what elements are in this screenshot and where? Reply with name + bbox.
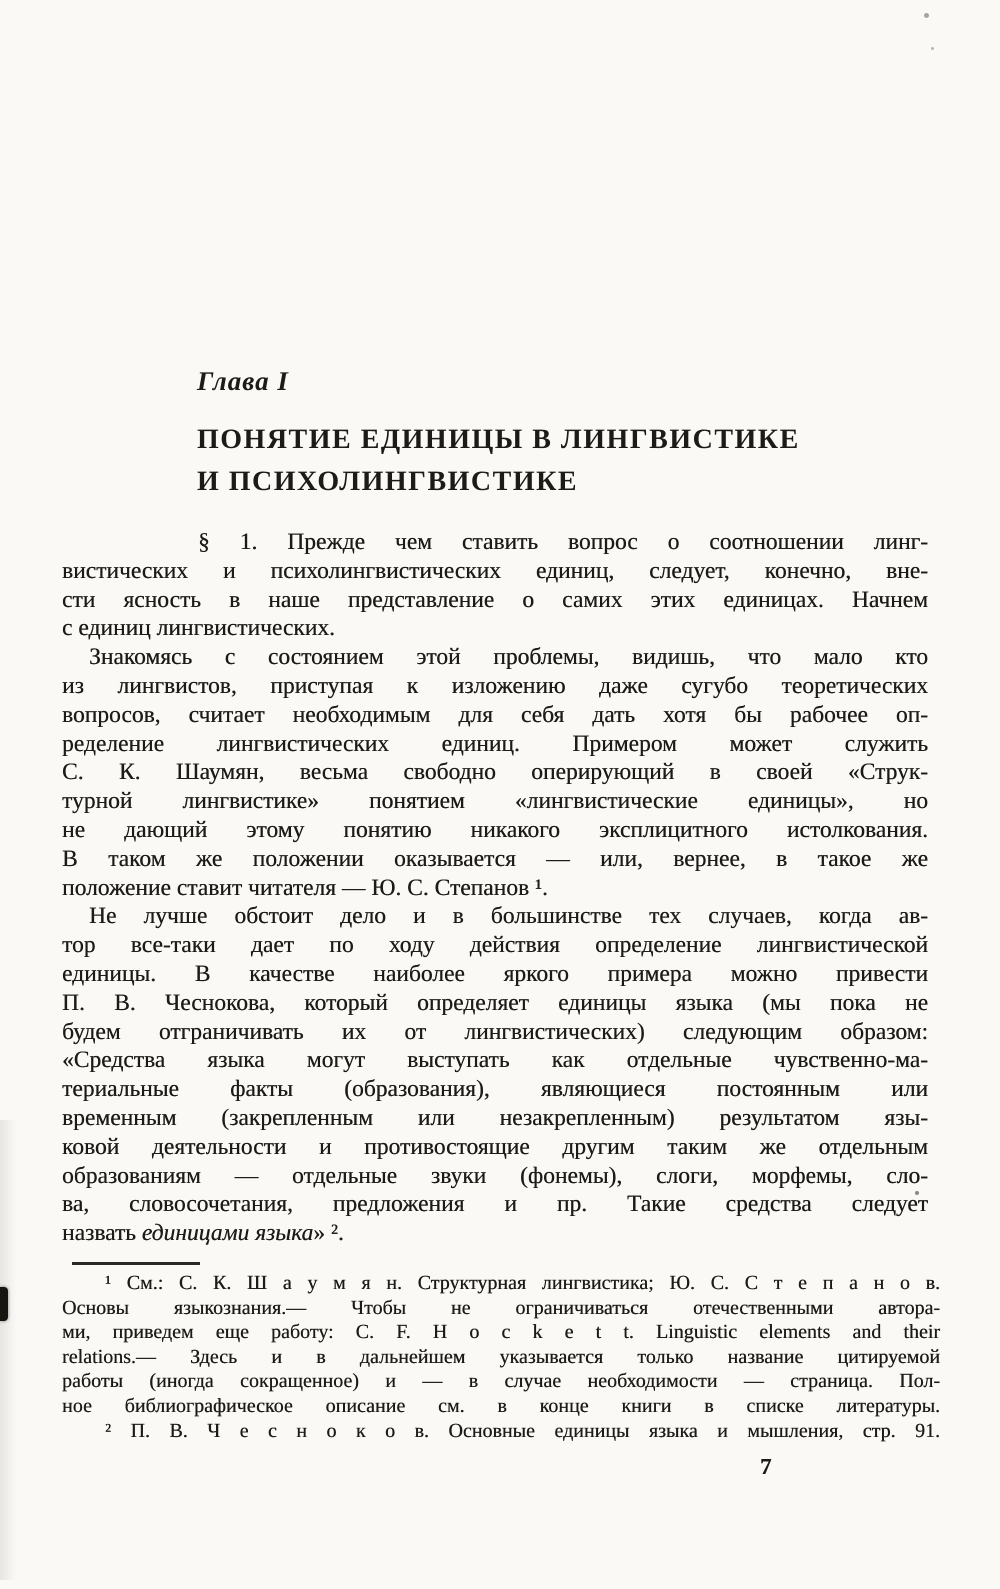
text-line: турной лингвистике» понятием «лингвистические единицы», но xyxy=(62,788,928,815)
paragraph xyxy=(62,643,928,902)
paragraph xyxy=(62,528,928,643)
text-line: ное библиографическое описание см. в конце книги в списке литературы. xyxy=(62,1394,940,1417)
text-line: сти ясность в наше представление о самих этих единицах. Начнем xyxy=(62,586,928,613)
text-line: П. В. Чеснокова, который определяет единицы языка (мы пока не xyxy=(62,989,928,1016)
text-line: Знакомясь с состоянием этой проблемы, видишь, что мало кто xyxy=(89,644,928,671)
page-edge-shadow xyxy=(0,1120,16,1580)
text-line: В таком же положении оказывается — или, вернее, в такое же xyxy=(62,845,928,872)
text-line: ределение лингвистических единиц. Примером может служить xyxy=(62,730,928,757)
text-line: работы (иногда сокращенное) и — в случае необходимости — страница. Пол- xyxy=(62,1370,940,1393)
chapter-label: Глава I xyxy=(197,366,289,396)
text-line: ва, словосочетания, предложения и пр. Такие средства следует xyxy=(62,1191,928,1218)
paragraph xyxy=(62,1419,940,1444)
scan-speck xyxy=(924,13,929,18)
text-line: не дающий этому понятию никакого эксплицитного истолкования. xyxy=(62,816,928,843)
text-line: «Средства языка могут выступать как отдельные чувственно-ма- xyxy=(62,1047,928,1074)
text-line: Основы языкознания.— Чтобы не ограничиваться отечественными автора- xyxy=(62,1296,940,1319)
text-line: § 1. Прежде чем ставить вопрос о соотношении линг- xyxy=(198,529,928,555)
paragraph xyxy=(62,902,928,1248)
text-line: ми, приведем еще работу: C. F. H o c k e t t. Linguistic elements and their xyxy=(62,1321,940,1344)
text-line: с единиц лингвистических. xyxy=(62,615,335,642)
text-line: единицы. В качестве наиболее яркого примера можно привести xyxy=(62,960,928,987)
text-line: Не лучше обстоит дело и в большинстве тех случаев, когда ав- xyxy=(89,903,928,930)
text-line: образованиям — отдельные звуки (фонемы), слоги, морфемы, сло- xyxy=(62,1162,928,1189)
chapter-title-line-1: ПОНЯТИЕ ЕДИНИЦЫ В ЛИНГВИСТИКЕ xyxy=(197,424,800,455)
page-number: 7 xyxy=(760,1454,772,1479)
footnotes xyxy=(62,1271,940,1443)
scan-artifact-left-bar xyxy=(0,1287,8,1321)
chapter-title-line-2: И ПСИХОЛИНГВИСТИКЕ xyxy=(197,466,579,497)
text-line: вистических и психолингвистических единиц, следует, конечно, вне- xyxy=(62,557,928,584)
scan-speck xyxy=(931,47,934,50)
text-line: будем отграничивать их от лингвистических) следующим образом: xyxy=(62,1018,928,1045)
footnote-separator-rule xyxy=(72,1262,200,1265)
text-line: тор все-таки дает по ходу действия определение лингвистической xyxy=(62,932,928,959)
text-line: назвать единицами языка» ². xyxy=(62,1220,344,1247)
text-line: временным (закрепленным или незакрепленным) результатом язы- xyxy=(62,1104,928,1131)
text-line: из лингвистов, приступая к изложению даже сугубо теоретических xyxy=(62,672,928,699)
text-line: ² П. В. Ч е с н о к о в. Основные единицы языка и мышления, стр. 91. xyxy=(105,1419,940,1442)
text-line: положение ставит читателя — Ю. С. Степанов ¹. xyxy=(62,874,548,901)
text-line: ковой деятельности и противостоящие другим таким же отдельным xyxy=(62,1133,928,1160)
body-text xyxy=(62,528,928,1248)
chapter-title xyxy=(197,419,800,503)
text-line: relations.— Здесь и в дальнейшем указывается только название цитируемой xyxy=(62,1345,940,1368)
text-line: ¹ См.: С. К. Ш а у м я н. Структурная лингвистика; Ю. С. С т е п а н о в. xyxy=(105,1272,940,1294)
paragraph xyxy=(62,1271,940,1419)
text-line: териальные факты (образования), являющиеся постоянным или xyxy=(62,1076,928,1103)
text-line: вопросов, считает необходимым для себя дать хотя бы рабочее оп- xyxy=(62,701,928,728)
text-line: С. К. Шаумян, весьма свободно оперирующий в своей «Струк- xyxy=(62,759,928,786)
